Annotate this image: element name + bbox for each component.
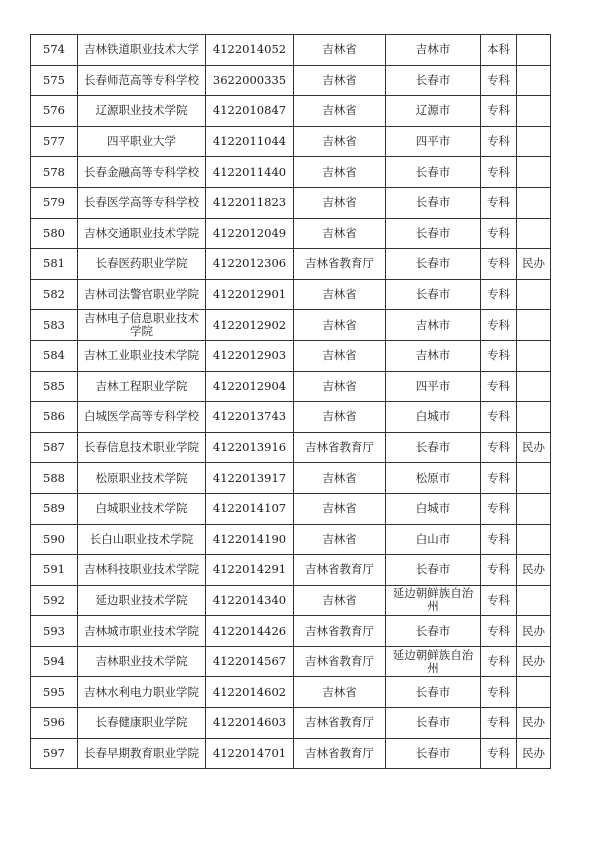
location-cell: 长春市 [386, 279, 481, 310]
table-row [31, 218, 551, 249]
supervising-department-cell: 吉林省 [294, 187, 386, 218]
education-level-cell: 专科 [481, 279, 517, 310]
education-level-cell: 专科 [481, 65, 517, 96]
row-number-cell: 579 [31, 187, 78, 218]
location-cell: 长春市 [386, 432, 481, 463]
institution-code-cell: 4122010847 [206, 96, 294, 127]
table-row [31, 402, 551, 433]
institution-name-cell: 吉林水利电力职业学院 [78, 677, 206, 708]
row-number-cell: 594 [31, 646, 78, 677]
institution-name-cell: 长春信息技术职业学院 [78, 432, 206, 463]
table-row [31, 616, 551, 647]
table-row [31, 65, 551, 96]
location-cell: 长春市 [386, 249, 481, 280]
institution-code-cell: 4122014426 [206, 616, 294, 647]
row-number-cell: 585 [31, 371, 78, 402]
note-cell: 民办 [517, 249, 551, 280]
row-number-cell: 584 [31, 340, 78, 371]
institution-name-cell: 长春健康职业学院 [78, 708, 206, 739]
note-cell [517, 402, 551, 433]
location-cell: 长春市 [386, 616, 481, 647]
supervising-department-cell: 吉林省 [294, 340, 386, 371]
supervising-department-cell: 吉林省教育厅 [294, 555, 386, 586]
institution-code-cell: 4122012903 [206, 340, 294, 371]
institution-name-cell: 吉林工业职业技术学院 [78, 340, 206, 371]
table-row [31, 157, 551, 188]
supervising-department-cell: 吉林省 [294, 279, 386, 310]
note-cell: 民办 [517, 555, 551, 586]
row-number-cell: 589 [31, 493, 78, 524]
supervising-department-cell: 吉林省 [294, 463, 386, 494]
education-level-cell: 专科 [481, 493, 517, 524]
note-cell [517, 493, 551, 524]
education-level-cell: 专科 [481, 218, 517, 249]
location-cell: 长春市 [386, 677, 481, 708]
supervising-department-cell: 吉林省教育厅 [294, 738, 386, 769]
institution-code-cell: 4122011440 [206, 157, 294, 188]
supervising-department-cell: 吉林省 [294, 218, 386, 249]
table-row [31, 555, 551, 586]
location-cell: 吉林市 [386, 35, 481, 66]
note-cell: 民办 [517, 738, 551, 769]
supervising-department-cell: 吉林省 [294, 402, 386, 433]
table-row [31, 249, 551, 280]
row-number-cell: 597 [31, 738, 78, 769]
row-number-cell: 586 [31, 402, 78, 433]
location-cell: 松原市 [386, 463, 481, 494]
supervising-department-cell: 吉林省 [294, 677, 386, 708]
row-number-cell: 592 [31, 585, 78, 616]
table-row [31, 96, 551, 127]
row-number-cell: 591 [31, 555, 78, 586]
education-level-cell: 专科 [481, 738, 517, 769]
education-level-cell: 专科 [481, 646, 517, 677]
note-cell [517, 65, 551, 96]
row-number-cell: 574 [31, 35, 78, 66]
education-level-cell: 专科 [481, 187, 517, 218]
supervising-department-cell: 吉林省 [294, 126, 386, 157]
supervising-department-cell: 吉林省 [294, 585, 386, 616]
row-number-cell: 581 [31, 249, 78, 280]
education-level-cell: 专科 [481, 157, 517, 188]
institution-name-cell: 吉林城市职业技术学院 [78, 616, 206, 647]
education-level-cell: 专科 [481, 677, 517, 708]
note-cell [517, 677, 551, 708]
supervising-department-cell: 吉林省 [294, 371, 386, 402]
note-cell [517, 187, 551, 218]
institution-code-cell: 4122014190 [206, 524, 294, 555]
institution-table [30, 34, 551, 769]
education-level-cell: 本科 [481, 35, 517, 66]
table-row [31, 310, 551, 341]
table-row [31, 432, 551, 463]
institution-code-cell: 4122012049 [206, 218, 294, 249]
note-cell [517, 585, 551, 616]
institution-name-cell: 长春师范高等专科学校 [78, 65, 206, 96]
institution-name-cell: 白城医学高等专科学校 [78, 402, 206, 433]
education-level-cell: 专科 [481, 432, 517, 463]
table-row [31, 585, 551, 616]
table-row [31, 493, 551, 524]
supervising-department-cell: 吉林省 [294, 35, 386, 66]
institution-code-cell: 4122011044 [206, 126, 294, 157]
institution-code-cell: 4122014567 [206, 646, 294, 677]
location-cell: 辽源市 [386, 96, 481, 127]
table-row [31, 463, 551, 494]
education-level-cell: 专科 [481, 371, 517, 402]
row-number-cell: 578 [31, 157, 78, 188]
institution-name-cell: 吉林科技职业技术学院 [78, 555, 206, 586]
institution-name-cell: 长春早期教育职业学院 [78, 738, 206, 769]
row-number-cell: 576 [31, 96, 78, 127]
education-level-cell: 专科 [481, 340, 517, 371]
table-body [31, 35, 551, 769]
location-cell: 长春市 [386, 187, 481, 218]
note-cell [517, 371, 551, 402]
note-cell [517, 340, 551, 371]
note-cell [517, 96, 551, 127]
institution-code-cell: 4122014291 [206, 555, 294, 586]
institution-code-cell: 3622000335 [206, 65, 294, 96]
institution-code-cell: 4122012904 [206, 371, 294, 402]
institution-code-cell: 4122013917 [206, 463, 294, 494]
note-cell [517, 35, 551, 66]
institution-name-cell: 吉林电子信息职业技术学院 [78, 310, 206, 341]
institution-code-cell: 4122014603 [206, 708, 294, 739]
education-level-cell: 专科 [481, 249, 517, 280]
row-number-cell: 580 [31, 218, 78, 249]
institution-code-cell: 4122012306 [206, 249, 294, 280]
table-row [31, 524, 551, 555]
supervising-department-cell: 吉林省 [294, 157, 386, 188]
table-row [31, 340, 551, 371]
note-cell [517, 218, 551, 249]
institution-code-cell: 4122014052 [206, 35, 294, 66]
education-level-cell: 专科 [481, 524, 517, 555]
location-cell: 白城市 [386, 402, 481, 433]
education-level-cell: 专科 [481, 310, 517, 341]
note-cell [517, 279, 551, 310]
table-row [31, 187, 551, 218]
location-cell: 长春市 [386, 157, 481, 188]
supervising-department-cell: 吉林省 [294, 493, 386, 524]
table-row [31, 126, 551, 157]
row-number-cell: 587 [31, 432, 78, 463]
institution-name-cell: 辽源职业技术学院 [78, 96, 206, 127]
row-number-cell: 588 [31, 463, 78, 494]
institution-code-cell: 4122014340 [206, 585, 294, 616]
education-level-cell: 专科 [481, 402, 517, 433]
note-cell [517, 126, 551, 157]
institution-name-cell: 吉林铁道职业技术大学 [78, 35, 206, 66]
institution-code-cell: 4122014602 [206, 677, 294, 708]
note-cell [517, 310, 551, 341]
row-number-cell: 575 [31, 65, 78, 96]
institution-code-cell: 4122011823 [206, 187, 294, 218]
supervising-department-cell: 吉林省教育厅 [294, 432, 386, 463]
supervising-department-cell: 吉林省 [294, 524, 386, 555]
education-level-cell: 专科 [481, 616, 517, 647]
table-row [31, 371, 551, 402]
row-number-cell: 582 [31, 279, 78, 310]
note-cell: 民办 [517, 616, 551, 647]
location-cell: 白山市 [386, 524, 481, 555]
row-number-cell: 590 [31, 524, 78, 555]
note-cell: 民办 [517, 708, 551, 739]
institution-code-cell: 4122013743 [206, 402, 294, 433]
note-cell: 民办 [517, 432, 551, 463]
table-row [31, 646, 551, 677]
location-cell: 长春市 [386, 218, 481, 249]
institution-code-cell: 4122012901 [206, 279, 294, 310]
table-row [31, 279, 551, 310]
location-cell: 延边朝鲜族自治州 [386, 646, 481, 677]
supervising-department-cell: 吉林省 [294, 310, 386, 341]
row-number-cell: 583 [31, 310, 78, 341]
row-number-cell: 593 [31, 616, 78, 647]
location-cell: 吉林市 [386, 310, 481, 341]
location-cell: 长春市 [386, 708, 481, 739]
location-cell: 长春市 [386, 555, 481, 586]
supervising-department-cell: 吉林省 [294, 65, 386, 96]
location-cell: 长春市 [386, 65, 481, 96]
institution-name-cell: 松原职业技术学院 [78, 463, 206, 494]
location-cell: 白城市 [386, 493, 481, 524]
supervising-department-cell: 吉林省 [294, 96, 386, 127]
institution-name-cell: 长春医学高等专科学校 [78, 187, 206, 218]
note-cell [517, 157, 551, 188]
table-row [31, 677, 551, 708]
institution-code-cell: 4122013916 [206, 432, 294, 463]
education-level-cell: 专科 [481, 585, 517, 616]
education-level-cell: 专科 [481, 555, 517, 586]
supervising-department-cell: 吉林省教育厅 [294, 646, 386, 677]
note-cell [517, 524, 551, 555]
row-number-cell: 595 [31, 677, 78, 708]
supervising-department-cell: 吉林省教育厅 [294, 249, 386, 280]
education-level-cell: 专科 [481, 708, 517, 739]
row-number-cell: 577 [31, 126, 78, 157]
institution-name-cell: 吉林交通职业技术学院 [78, 218, 206, 249]
institution-name-cell: 长白山职业技术学院 [78, 524, 206, 555]
education-level-cell: 专科 [481, 126, 517, 157]
institution-code-cell: 4122014701 [206, 738, 294, 769]
table-row [31, 708, 551, 739]
institution-name-cell: 吉林司法警官职业学院 [78, 279, 206, 310]
location-cell: 长春市 [386, 738, 481, 769]
row-number-cell: 596 [31, 708, 78, 739]
education-level-cell: 专科 [481, 96, 517, 127]
location-cell: 吉林市 [386, 340, 481, 371]
institution-name-cell: 白城职业技术学院 [78, 493, 206, 524]
table-row [31, 35, 551, 66]
location-cell: 四平市 [386, 371, 481, 402]
institution-code-cell: 4122014107 [206, 493, 294, 524]
institution-name-cell: 长春金融高等专科学校 [78, 157, 206, 188]
institution-name-cell: 四平职业大学 [78, 126, 206, 157]
institution-code-cell: 4122012902 [206, 310, 294, 341]
institution-name-cell: 延边职业技术学院 [78, 585, 206, 616]
location-cell: 四平市 [386, 126, 481, 157]
location-cell: 延边朝鲜族自治州 [386, 585, 481, 616]
note-cell [517, 463, 551, 494]
table-row [31, 738, 551, 769]
supervising-department-cell: 吉林省教育厅 [294, 616, 386, 647]
education-level-cell: 专科 [481, 463, 517, 494]
note-cell: 民办 [517, 646, 551, 677]
supervising-department-cell: 吉林省教育厅 [294, 708, 386, 739]
institution-name-cell: 吉林职业技术学院 [78, 646, 206, 677]
institution-name-cell: 长春医药职业学院 [78, 249, 206, 280]
institution-name-cell: 吉林工程职业学院 [78, 371, 206, 402]
